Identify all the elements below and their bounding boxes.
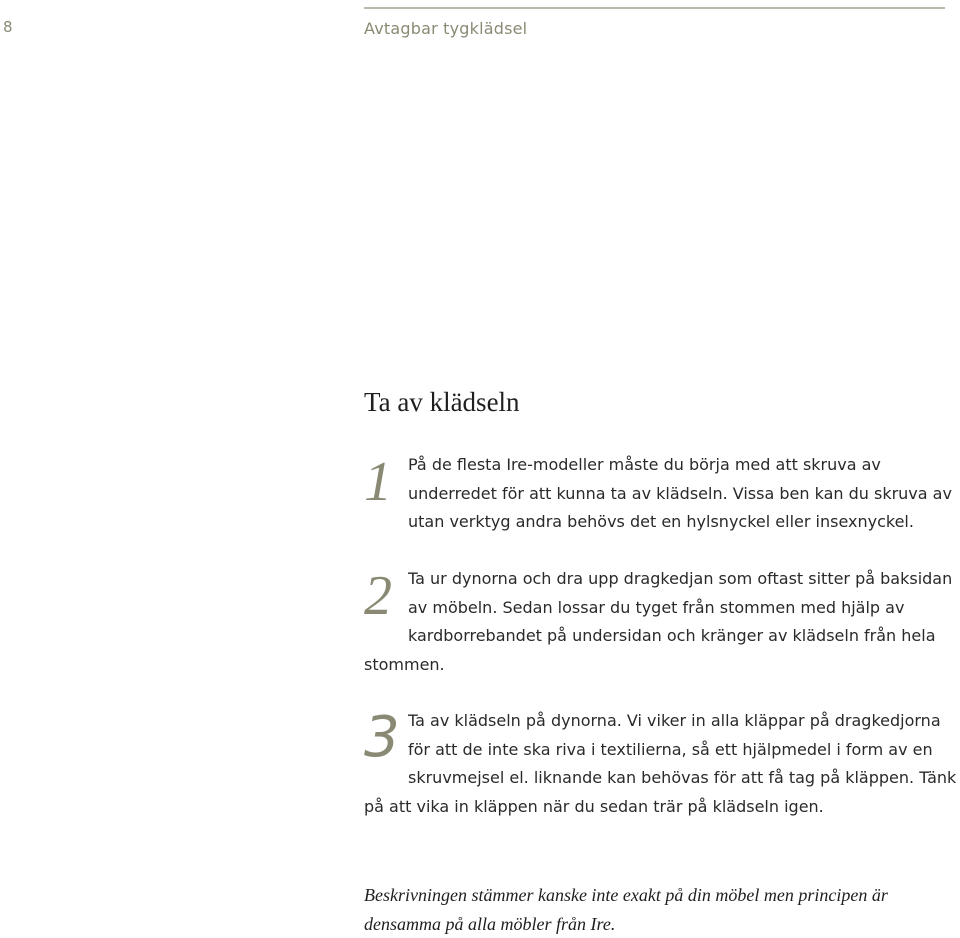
step-number: 2: [364, 565, 392, 627]
step-text: Ta av klädseln på dynorna. Vi viker in alla kläppar på dragkedjorna för att de inte ska riva i textilierna, så ett hjälpmedel i form av en skruvmejsel el. liknande kan behövas för att få tag på kläppen. Tänk på att vika in kläppen när du sedan trär på klädseln igen.: [364, 711, 957, 816]
header-divider: [364, 7, 945, 9]
page-title: Ta av klädseln: [364, 387, 520, 417]
section-label: Avtagbar tygklädsel: [364, 19, 528, 38]
step-text: På de flesta Ire-modeller måste du börja med att skruva av underredet för att kunna ta av klädseln. Vissa ben kan du skruva av utan verktyg andra behövs det en hylsnyckel eller insexnyckel.: [408, 455, 952, 531]
disclaimer-note: Beskrivningen stämmer kanske inte exakt på din möbel men principen är densamma på alla möbler från Ire.: [364, 885, 888, 934]
step-3: [364, 707, 960, 821]
page-number: 8: [3, 18, 13, 36]
step-number: 3: [364, 705, 400, 770]
step-2: [364, 565, 960, 679]
step-1: [364, 451, 960, 537]
step-text: Ta ur dynorna och dra upp dragkedjan som oftast sitter på baksidan av möbeln. Sedan lossar du tyget från stommen med hjälp av kardborrebandet på undersidan och kränger av klädseln från hela stommen.: [364, 569, 953, 674]
step-number: 1: [364, 451, 392, 513]
